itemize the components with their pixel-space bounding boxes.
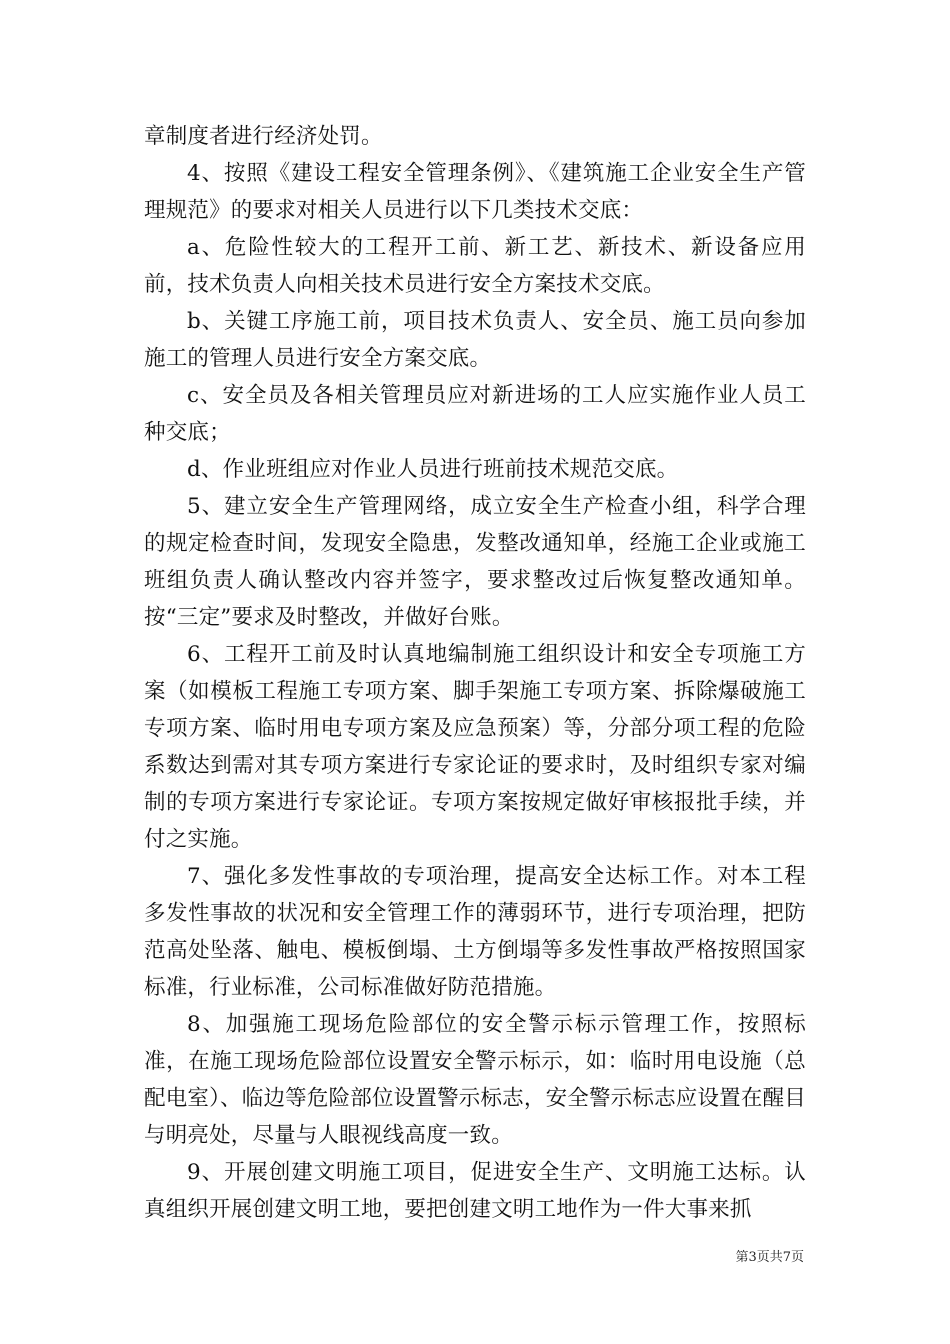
- paragraph-item-4b: b、关键工序施工前，项目技术负责人、安全员、施工员向参加施工的管理人员进行安全方案交底。: [144, 309, 806, 371]
- paragraph-continuation: 章制度者进行经济处罚。: [144, 124, 383, 149]
- paragraph-item-9: 9、开展创建文明施工项目，促进安全生产、文明施工达标。认真组织开展创建文明工地，要把创建文明工地作为一件大事来抓: [144, 1160, 806, 1222]
- paragraph-item-5: 5、建立安全生产管理网络，成立安全生产检查小组，科学合理的规定检查时间，发现安全隐患，发整改通知单，经施工企业或施工班组负责人确认整改内容并签字，要求整改过后恢复整改通知单。按“三定”要求及时整改，并做好台账。: [144, 494, 806, 630]
- paragraph-item-6: 6、工程开工前及时认真地编制施工组织设计和安全专项施工方案（如模板工程施工专项方案、脚手架施工专项方案、拆除爆破施工专项方案、临时用电专项方案及应急预案）等，分部分项工程的危险系数达到需对其专项方案进行专家论证的要求时，及时组织专家对编制的专项方案进行专家论证。专项方案按规定做好审核报批手续，并付之实施。: [144, 642, 806, 852]
- paragraph-item-8: 8、加强施工现场危险部位的安全警示标示管理工作，按照标准，在施工现场危险部位设置安全警示标示，如：临时用电设施（总配电室）、临边等危险部位设置警示标志，安全警示标志应设置在醒目与明亮处，尽量与人眼视线高度一致。: [144, 1012, 806, 1148]
- paragraph-item-4c: c、安全员及各相关管理员应对新进场的工人应实施作业人员工种交底；: [144, 383, 806, 445]
- paragraph-item-4a: a、危险性较大的工程开工前、新工艺、新技术、新设备应用前，技术负责人向相关技术员进行安全方案技术交底。: [144, 235, 806, 297]
- paragraph-item-4d: d、作业班组应对作业人员进行班前技术规范交底。: [187, 457, 679, 482]
- paragraph-item-7: 7、强化多发性事故的专项治理，提高安全达标工作。对本工程多发性事故的状况和安全管理工作的薄弱环节，进行专项治理，把防范高处坠落、触电、模板倒塌、土方倒塌等多发性事故严格按照国家标准，行业标准，公司标准做好防范措施。: [144, 864, 806, 1000]
- document-body: [144, 118, 806, 1228]
- page-number-footer: 第3页共7页: [735, 1250, 804, 1265]
- paragraph-item-4: 4、按照《建设工程安全管理条例》、《建筑施工企业安全生产管理规范》的要求对相关人员进行以下几类技术交底：: [144, 161, 806, 223]
